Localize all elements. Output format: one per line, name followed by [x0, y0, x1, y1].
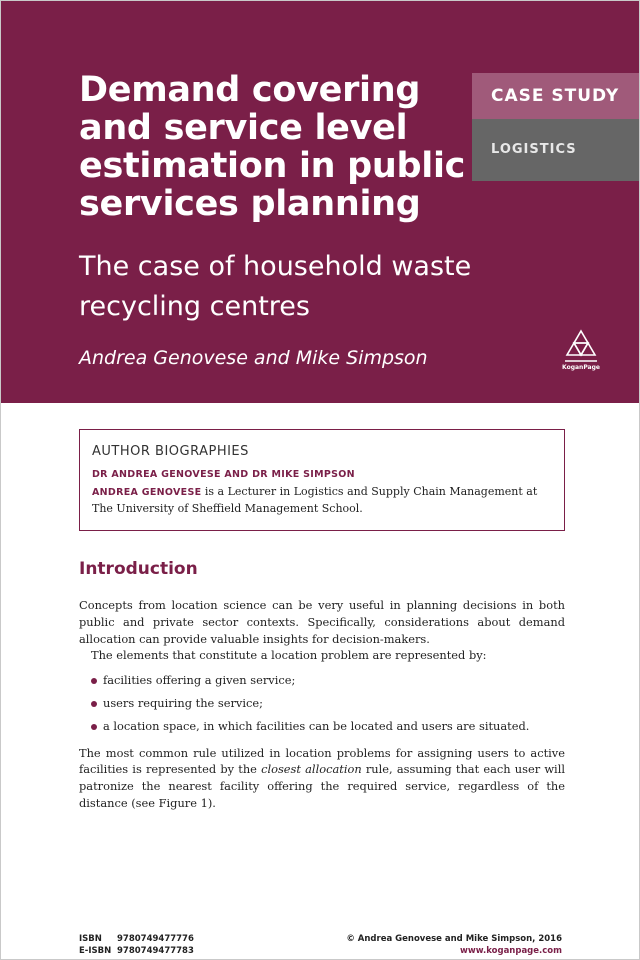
copyright-line: © Andrea Genovese and Mike Simpson, 2016 [346, 934, 562, 944]
bio-heading: AUTHOR BIOGRAPHIES [92, 444, 249, 459]
copyright-block [346, 933, 562, 957]
para3-text-end: rule, assuming that each user will patronize the nearest facility offering the required service, regardless of the distance (see Figure 1). [79, 762, 565, 810]
introduction-body [79, 597, 565, 812]
intro-paragraph-3 [79, 745, 565, 812]
isbn-block [79, 933, 194, 957]
list-item-text: facilities offering a given service; [103, 673, 296, 688]
authors-line: Andrea Genovese and Mike Simpson [79, 347, 428, 369]
list-item [79, 718, 565, 735]
logo-wordmark: KoganPage [562, 364, 600, 371]
isbn-value: 9780749477776 [117, 934, 194, 944]
bullet-icon [91, 724, 97, 730]
intro-paragraph-2: The elements that constitute a location problem are represented by: [91, 648, 487, 663]
eisbn-label: E-ISBN [79, 946, 112, 956]
kogan-page-logo [561, 329, 601, 371]
location-elements-list [79, 672, 565, 734]
cover-header [1, 1, 640, 403]
bio-text [92, 484, 552, 517]
bullet-icon [91, 701, 97, 707]
category-tag [472, 73, 640, 181]
introduction-heading: Introduction [79, 559, 198, 579]
bio-lead-name: ANDREA GENOVESE [92, 487, 202, 498]
author-biographies-box [79, 429, 565, 531]
kogan-page-logo-icon [563, 329, 599, 363]
list-item [79, 672, 565, 689]
page-title: Demand covering and service level estimation in public services planning [79, 70, 466, 224]
publisher-link[interactable]: www.koganpage.com [459, 946, 562, 956]
para3-emphasis: closest allocation [261, 762, 362, 777]
page-subtitle: The case of household waste recycling centres [79, 251, 472, 322]
isbn-label: ISBN [79, 934, 102, 944]
eisbn-value: 9780749477783 [117, 946, 194, 956]
case-study-label: CASE STUDY [472, 73, 640, 119]
bio-description: is a Lecturer in Logistics and Supply Chain Management at The University of Sheffield Management School. [92, 485, 538, 515]
para3-text-start: The most common rule utilized in location problems for assigning users to active facilities is represented by the [79, 745, 565, 777]
bio-names: DR ANDREA GENOVESE AND DR MIKE SIMPSON [92, 469, 355, 480]
list-item [79, 695, 565, 712]
list-item-text: a location space, in which facilities can be located and users are situated. [103, 718, 530, 733]
intro-paragraph-1: Concepts from location science can be very useful in planning decisions in both public and private sector contexts. Specifically, considerations about demand allocation can provide valuable insights for decision-makers. [79, 598, 565, 646]
logistics-label: LOGISTICS [472, 119, 640, 181]
bullet-icon [91, 678, 97, 684]
list-item-text: users requiring the service; [103, 695, 263, 710]
